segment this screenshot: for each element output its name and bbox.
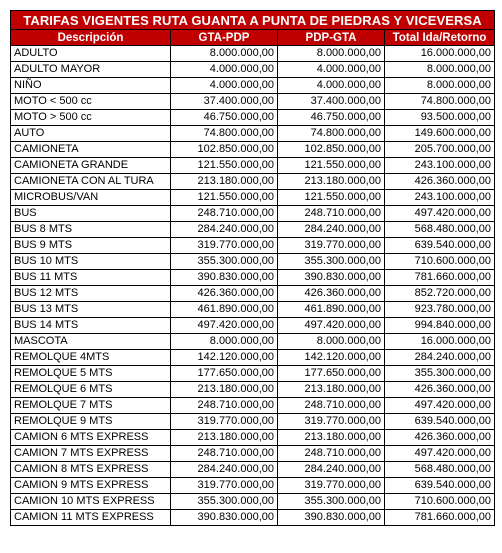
cell-gta-pdp: 74.800.000,00 <box>171 126 278 142</box>
cell-pdp-gta: 248.710.000,00 <box>278 446 385 462</box>
table-row <box>11 94 495 110</box>
cell-descripcion: CAMIONETA CON AL TURA <box>11 174 171 190</box>
cell-gta-pdp: 355.300.000,00 <box>171 494 278 510</box>
cell-gta-pdp: 248.710.000,00 <box>171 446 278 462</box>
cell-descripcion: MASCOTA <box>11 334 171 350</box>
cell-gta-pdp: 8.000.000,00 <box>171 334 278 350</box>
column-header-total: Total Ida/Retorno <box>385 30 495 46</box>
cell-pdp-gta: 121.550.000,00 <box>278 158 385 174</box>
cell-gta-pdp: 355.300.000,00 <box>171 254 278 270</box>
cell-gta-pdp: 319.770.000,00 <box>171 478 278 494</box>
column-header-descripcion: Descripción <box>11 30 171 46</box>
cell-descripcion: REMOLQUE 7 MTS <box>11 398 171 414</box>
cell-gta-pdp: 248.710.000,00 <box>171 398 278 414</box>
cell-descripcion: CAMIONETA GRANDE <box>11 158 171 174</box>
table-row <box>11 478 495 494</box>
cell-descripcion: MOTO < 500 cc <box>11 94 171 110</box>
cell-gta-pdp: 121.550.000,00 <box>171 190 278 206</box>
cell-descripcion: MOTO > 500 cc <box>11 110 171 126</box>
cell-total: 243.100.000,00 <box>385 190 495 206</box>
table-row <box>11 158 495 174</box>
table-row <box>11 254 495 270</box>
cell-total: 710.600.000,00 <box>385 494 495 510</box>
table-row <box>11 398 495 414</box>
cell-pdp-gta: 4.000.000,00 <box>278 62 385 78</box>
cell-gta-pdp: 390.830.000,00 <box>171 510 278 526</box>
table-row <box>11 190 495 206</box>
cell-descripcion: NIÑO <box>11 78 171 94</box>
cell-pdp-gta: 8.000.000,00 <box>278 46 385 62</box>
cell-pdp-gta: 248.710.000,00 <box>278 206 385 222</box>
cell-pdp-gta: 37.400.000,00 <box>278 94 385 110</box>
table-row <box>11 126 495 142</box>
cell-pdp-gta: 390.830.000,00 <box>278 270 385 286</box>
cell-pdp-gta: 213.180.000,00 <box>278 382 385 398</box>
cell-total: 426.360.000,00 <box>385 382 495 398</box>
table-row <box>11 206 495 222</box>
cell-gta-pdp: 319.770.000,00 <box>171 238 278 254</box>
cell-gta-pdp: 121.550.000,00 <box>171 158 278 174</box>
cell-gta-pdp: 37.400.000,00 <box>171 94 278 110</box>
cell-gta-pdp: 284.240.000,00 <box>171 222 278 238</box>
cell-total: 8.000.000,00 <box>385 62 495 78</box>
table-row <box>11 238 495 254</box>
table-row <box>11 286 495 302</box>
table-row <box>11 510 495 526</box>
table-row <box>11 222 495 238</box>
cell-total: 497.420.000,00 <box>385 446 495 462</box>
table-row <box>11 270 495 286</box>
cell-total: 639.540.000,00 <box>385 478 495 494</box>
table-body <box>11 46 495 526</box>
cell-pdp-gta: 213.180.000,00 <box>278 174 385 190</box>
cell-gta-pdp: 46.750.000,00 <box>171 110 278 126</box>
cell-gta-pdp: 461.890.000,00 <box>171 302 278 318</box>
cell-total: 426.360.000,00 <box>385 430 495 446</box>
cell-pdp-gta: 284.240.000,00 <box>278 222 385 238</box>
cell-total: 994.840.000,00 <box>385 318 495 334</box>
cell-gta-pdp: 213.180.000,00 <box>171 430 278 446</box>
table-row <box>11 110 495 126</box>
table-row <box>11 302 495 318</box>
cell-descripcion: CAMION 8 MTS EXPRESS <box>11 462 171 478</box>
cell-pdp-gta: 213.180.000,00 <box>278 430 385 446</box>
column-header-gta-pdp: GTA-PDP <box>171 30 278 46</box>
cell-gta-pdp: 213.180.000,00 <box>171 382 278 398</box>
cell-descripcion: BUS 14 MTS <box>11 318 171 334</box>
cell-pdp-gta: 390.830.000,00 <box>278 510 385 526</box>
cell-total: 781.660.000,00 <box>385 270 495 286</box>
cell-total: 284.240.000,00 <box>385 350 495 366</box>
table-row <box>11 142 495 158</box>
cell-pdp-gta: 8.000.000,00 <box>278 334 385 350</box>
cell-descripcion: REMOLQUE 6 MTS <box>11 382 171 398</box>
title-row <box>11 11 495 30</box>
table-row <box>11 494 495 510</box>
table-row <box>11 62 495 78</box>
cell-gta-pdp: 4.000.000,00 <box>171 62 278 78</box>
cell-pdp-gta: 319.770.000,00 <box>278 478 385 494</box>
cell-descripcion: BUS 9 MTS <box>11 238 171 254</box>
cell-total: 568.480.000,00 <box>385 222 495 238</box>
cell-pdp-gta: 319.770.000,00 <box>278 414 385 430</box>
cell-pdp-gta: 355.300.000,00 <box>278 254 385 270</box>
cell-descripcion: ADULTO <box>11 46 171 62</box>
cell-total: 568.480.000,00 <box>385 462 495 478</box>
cell-descripcion: ADULTO MAYOR <box>11 62 171 78</box>
column-header-row <box>11 30 495 46</box>
cell-total: 710.600.000,00 <box>385 254 495 270</box>
cell-pdp-gta: 121.550.000,00 <box>278 190 385 206</box>
cell-descripcion: CAMION 10 MTS EXPRESS <box>11 494 171 510</box>
cell-total: 74.800.000,00 <box>385 94 495 110</box>
cell-total: 497.420.000,00 <box>385 398 495 414</box>
table-title: TARIFAS VIGENTES RUTA GUANTA A PUNTA DE PIEDRAS Y VICEVERSA <box>11 11 495 30</box>
cell-total: 781.660.000,00 <box>385 510 495 526</box>
cell-total: 149.600.000,00 <box>385 126 495 142</box>
table-row <box>11 382 495 398</box>
table-row <box>11 446 495 462</box>
cell-total: 852.720.000,00 <box>385 286 495 302</box>
cell-descripcion: BUS 11 MTS <box>11 270 171 286</box>
cell-descripcion: BUS <box>11 206 171 222</box>
table-row <box>11 46 495 62</box>
table-row <box>11 334 495 350</box>
table-row <box>11 350 495 366</box>
cell-pdp-gta: 74.800.000,00 <box>278 126 385 142</box>
cell-descripcion: CAMION 6 MTS EXPRESS <box>11 430 171 446</box>
cell-total: 426.360.000,00 <box>385 174 495 190</box>
cell-total: 205.700.000,00 <box>385 142 495 158</box>
cell-pdp-gta: 319.770.000,00 <box>278 238 385 254</box>
cell-pdp-gta: 461.890.000,00 <box>278 302 385 318</box>
table-row <box>11 414 495 430</box>
cell-gta-pdp: 8.000.000,00 <box>171 46 278 62</box>
cell-pdp-gta: 46.750.000,00 <box>278 110 385 126</box>
cell-pdp-gta: 355.300.000,00 <box>278 494 385 510</box>
cell-descripcion: BUS 13 MTS <box>11 302 171 318</box>
cell-pdp-gta: 102.850.000,00 <box>278 142 385 158</box>
cell-gta-pdp: 177.650.000,00 <box>171 366 278 382</box>
cell-gta-pdp: 213.180.000,00 <box>171 174 278 190</box>
cell-total: 16.000.000,00 <box>385 46 495 62</box>
tariff-table <box>10 10 495 526</box>
cell-descripcion: MICROBUS/VAN <box>11 190 171 206</box>
cell-pdp-gta: 177.650.000,00 <box>278 366 385 382</box>
cell-gta-pdp: 4.000.000,00 <box>171 78 278 94</box>
cell-descripcion: CAMION 9 MTS EXPRESS <box>11 478 171 494</box>
cell-descripcion: BUS 8 MTS <box>11 222 171 238</box>
cell-total: 639.540.000,00 <box>385 414 495 430</box>
cell-gta-pdp: 497.420.000,00 <box>171 318 278 334</box>
table-row <box>11 430 495 446</box>
cell-gta-pdp: 142.120.000,00 <box>171 350 278 366</box>
cell-descripcion: AUTO <box>11 126 171 142</box>
cell-gta-pdp: 319.770.000,00 <box>171 414 278 430</box>
cell-pdp-gta: 497.420.000,00 <box>278 318 385 334</box>
cell-pdp-gta: 284.240.000,00 <box>278 462 385 478</box>
cell-total: 243.100.000,00 <box>385 158 495 174</box>
cell-gta-pdp: 102.850.000,00 <box>171 142 278 158</box>
cell-gta-pdp: 426.360.000,00 <box>171 286 278 302</box>
cell-total: 93.500.000,00 <box>385 110 495 126</box>
cell-descripcion: REMOLQUE 4MTS <box>11 350 171 366</box>
cell-total: 923.780.000,00 <box>385 302 495 318</box>
cell-descripcion: CAMION 11 MTS EXPRESS <box>11 510 171 526</box>
cell-gta-pdp: 284.240.000,00 <box>171 462 278 478</box>
cell-total: 497.420.000,00 <box>385 206 495 222</box>
cell-total: 8.000.000,00 <box>385 78 495 94</box>
table-row <box>11 462 495 478</box>
table-row <box>11 174 495 190</box>
cell-pdp-gta: 426.360.000,00 <box>278 286 385 302</box>
cell-descripcion: BUS 10 MTS <box>11 254 171 270</box>
cell-total: 16.000.000,00 <box>385 334 495 350</box>
cell-pdp-gta: 4.000.000,00 <box>278 78 385 94</box>
cell-descripcion: REMOLQUE 5 MTS <box>11 366 171 382</box>
column-header-pdp-gta: PDP-GTA <box>278 30 385 46</box>
cell-gta-pdp: 248.710.000,00 <box>171 206 278 222</box>
cell-pdp-gta: 142.120.000,00 <box>278 350 385 366</box>
cell-descripcion: CAMION 7 MTS EXPRESS <box>11 446 171 462</box>
table-row <box>11 318 495 334</box>
table-row <box>11 366 495 382</box>
cell-total: 639.540.000,00 <box>385 238 495 254</box>
cell-descripcion: REMOLQUE 9 MTS <box>11 414 171 430</box>
table-row <box>11 78 495 94</box>
cell-total: 355.300.000,00 <box>385 366 495 382</box>
cell-descripcion: CAMIONETA <box>11 142 171 158</box>
cell-descripcion: BUS 12 MTS <box>11 286 171 302</box>
cell-gta-pdp: 390.830.000,00 <box>171 270 278 286</box>
cell-pdp-gta: 248.710.000,00 <box>278 398 385 414</box>
